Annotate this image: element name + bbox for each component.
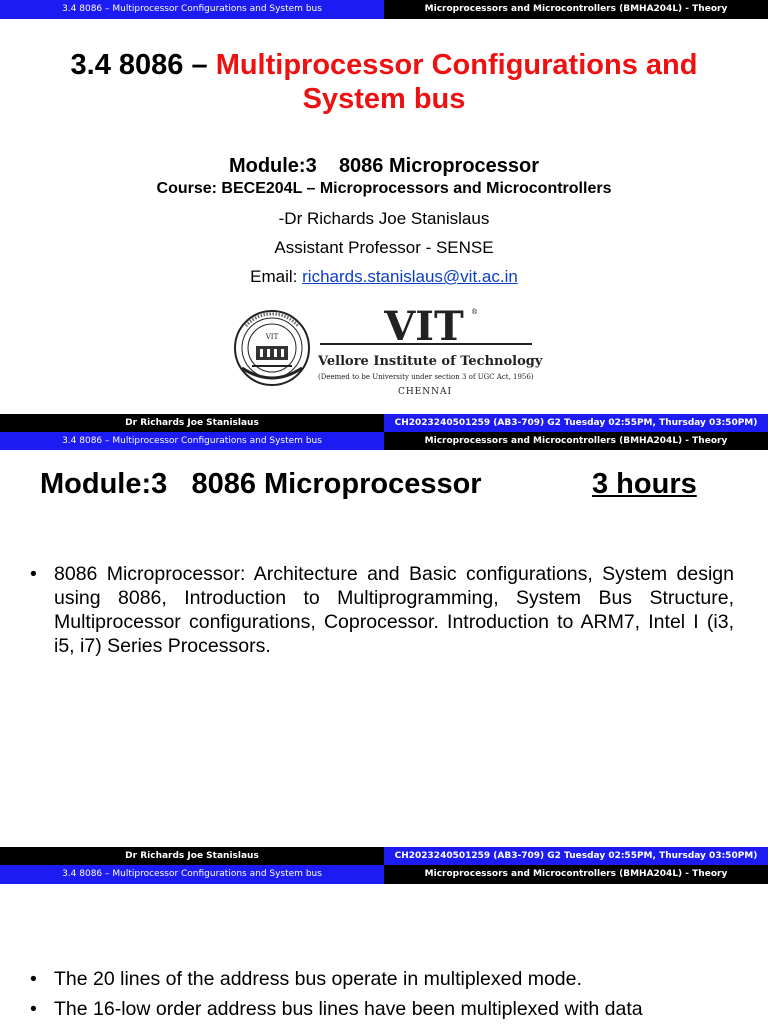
header-right-text: Microprocessors and Microcontrollers (BMHA204L) - Theory — [384, 432, 768, 450]
slide-header-bar — [0, 0, 768, 19]
title-highlight-2: System bus — [302, 83, 466, 115]
header-left-text: 3.4 8086 – Multiprocessor Configurations and System bus — [0, 0, 384, 19]
page-title — [0, 48, 768, 116]
title-prefix: 3.4 8086 – — [70, 49, 216, 81]
title-highlight-1: Multiprocessor Configurations and — [215, 49, 698, 81]
footer-course-code: CH2023240501259 (AB3-709) G2 Tuesday 02:55PM, Thursday 03:50PM) — [384, 847, 768, 865]
vit-logo — [228, 300, 543, 400]
slide-header-bar — [0, 432, 768, 450]
author-line: -Dr Richards Joe Stanislaus — [278, 209, 490, 228]
course-line: Course: BECE204L – Microprocessors and Microcontrollers — [156, 180, 612, 197]
list-item: • 8086 Microprocessor: Architecture and Basic configurations, System design using 8086, Introduction to Multiprogramming, System Bus Structure, Multiprocessor configurations, Coprocessor. Introduction to ARM7, Intel I (i3, i5, i7) Series Processors. — [30, 562, 734, 658]
role-line: Assistant Professor - SENSE — [274, 238, 494, 257]
slide3-bullet-list — [30, 964, 734, 1024]
header-left-text: 3.4 8086 – Multiprocessor Configurations and System bus — [0, 432, 384, 450]
logo-city: CHENNAI — [397, 387, 453, 397]
hours-label: 3 hours — [592, 468, 697, 500]
svg-text:VIT: VIT — [265, 333, 279, 341]
header-right-text: Microprocessors and Microcontrollers (BMHA204L) - Theory — [384, 865, 768, 884]
list-item: • The 16-low order address bus lines have been multiplexed with data — [30, 994, 734, 1024]
logo-subtitle: Vellore Institute of Technology — [318, 354, 543, 369]
footer-course-code: CH2023240501259 (AB3-709) G2 Tuesday 02:55PM, Thursday 03:50PM) — [384, 414, 768, 432]
svg-text:VIT: VIT — [384, 303, 464, 350]
slide2-heading: Module:3 8086 Microprocessor — [40, 468, 482, 500]
header-right-text: Microprocessors and Microcontrollers (BMHA204L) - Theory — [384, 0, 768, 19]
header-left-text: 3.4 8086 – Multiprocessor Configurations and System bus — [0, 865, 384, 884]
slide-footer-bar — [0, 414, 768, 432]
svg-text:®: ® — [471, 308, 478, 316]
slide2-bullet-list — [30, 562, 734, 658]
email-line — [0, 267, 768, 287]
module-line: Module:3 8086 Microprocessor — [228, 155, 540, 177]
slide-footer-bar — [0, 847, 768, 865]
email-link[interactable]: richards.stanislaus@vit.ac.in — [302, 267, 518, 286]
footer-author: Dr Richards Joe Stanislaus — [0, 847, 384, 865]
vit-emblem-icon — [228, 300, 543, 400]
list-item: • The 20 lines of the address bus operate in multiplexed mode. — [30, 964, 734, 994]
footer-author: Dr Richards Joe Stanislaus — [0, 414, 384, 432]
slide-header-bar — [0, 865, 768, 884]
logo-note: (Deemed to be University under section 3 of UGC Act, 1956) — [318, 373, 534, 381]
email-label: Email: — [250, 267, 303, 286]
